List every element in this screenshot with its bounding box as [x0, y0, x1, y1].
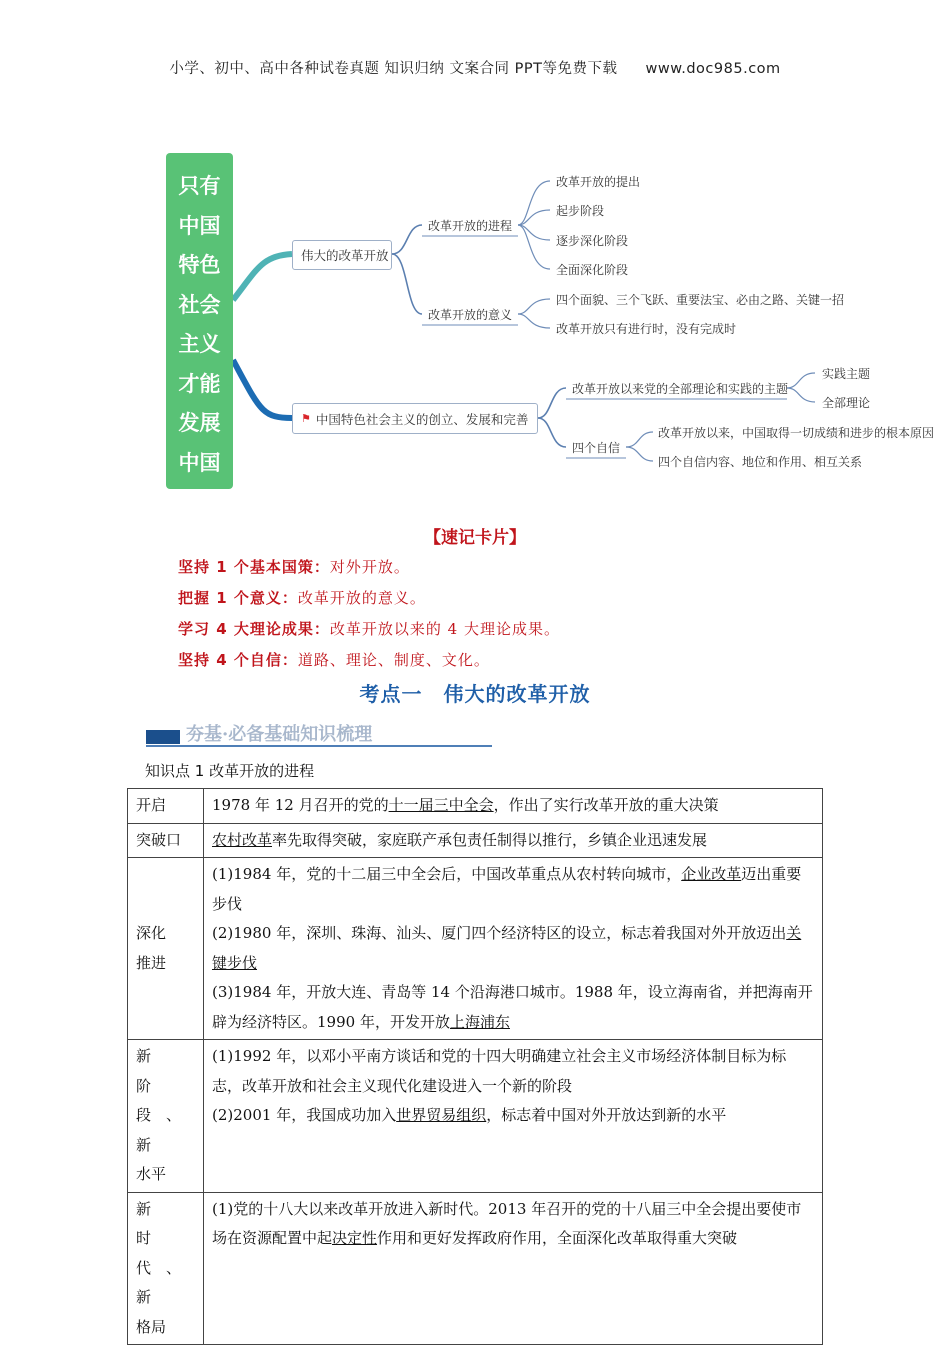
leaf: 改革开放以来，中国取得一切成绩和进步的根本原因 — [658, 426, 935, 440]
card-line-label: 坚持 1 个基本国策： — [178, 558, 330, 576]
table-row — [128, 789, 823, 824]
root-line: 只有 — [178, 174, 221, 198]
card-line — [178, 556, 410, 577]
key-term: 决定性 — [332, 1229, 378, 1247]
card-title: 【速记卡片】 — [424, 528, 526, 548]
leaf: 四个面貌、三个飞跃、重要法宝、必由之路、关键一招 — [556, 293, 845, 307]
table-row — [128, 1192, 823, 1345]
row-content: (1)党的十八大以来改革开放进入新时代。2013 年召开的党的十八届三中全会提出要使市场在资源配置中起决定性作用和更好发挥政府作用，全面深化改革取得重大突破 — [204, 1192, 823, 1345]
row-content: 农村改革率先取得突破，家庭联产承包责任制得以推行，乡镇企业迅速发展 — [204, 823, 823, 858]
table-row — [128, 1040, 823, 1193]
branch1-label: 伟大的改革开放 — [301, 248, 389, 263]
key-term: 农村改革 — [212, 830, 273, 849]
key-term: 世界贸易组织 — [396, 1106, 487, 1124]
knowledge-table — [127, 788, 823, 1345]
row-head: 开启 — [128, 789, 204, 824]
table-row — [128, 823, 823, 858]
card-line-text: 道路、理论、制度、文化。 — [297, 651, 490, 669]
branch2-label: 中国特色社会主义的创立、发展和完善 — [315, 411, 529, 427]
row-head: 新 时 代 、新 格局 — [128, 1192, 204, 1345]
knowledge-point-title: 知识点 1 改革开放的进程 — [145, 762, 315, 780]
row-head: 突破口 — [128, 823, 204, 858]
branch2-sub1: 改革开放以来党的全部理论和实践的主题 — [572, 382, 789, 396]
section-banner — [146, 718, 492, 748]
root-line: 社会 — [178, 292, 221, 317]
leaf: 全面深化阶段 — [556, 263, 629, 277]
branch2-sub2: 四个自信 — [572, 441, 621, 455]
flag-icon: ⚑ — [301, 412, 311, 425]
card-line-label: 坚持 4 个自信： — [178, 651, 298, 669]
key-term: 企业改革 — [681, 865, 742, 883]
mind-map-root — [166, 153, 233, 489]
leaf: 改革开放的提出 — [556, 175, 641, 189]
card-line-text: 对外开放。 — [329, 558, 410, 576]
leaf: 全部理论 — [822, 396, 871, 410]
root-line: 中国 — [178, 450, 221, 475]
card-line-text: 改革开放的意义。 — [297, 589, 426, 607]
root-to-branch1-connector — [233, 254, 292, 300]
leaf: 四个自信内容、地位和作用、相互关系 — [658, 455, 863, 469]
root-to-branch2-connector — [233, 360, 292, 418]
banner-text: 夯基·必备基础知识梳理 — [186, 724, 373, 745]
card-line — [178, 649, 490, 670]
root-line: 特色 — [178, 253, 221, 277]
section-title: 考点一 伟大的改革开放 — [359, 682, 591, 706]
key-term: 关键步伐 — [212, 924, 802, 972]
leaf: 逐步深化阶段 — [556, 234, 629, 248]
branch1-node — [292, 240, 392, 270]
branch1-sub1: 改革开放的进程 — [428, 219, 513, 233]
leaf: 实践主题 — [822, 367, 871, 381]
banner-bar — [146, 730, 180, 744]
key-term: 十一届三中全会 — [388, 796, 494, 814]
row-head: 新 阶 段 、新 水平 — [128, 1040, 204, 1193]
row-content: 1978 年 12 月召开的党的十一届三中全会，作出了实行改革开放的重大决策 — [204, 789, 823, 824]
table-row — [128, 858, 823, 1040]
card-line-text: 改革开放以来的 4 大理论成果。 — [329, 620, 560, 638]
root-line: 才能 — [178, 371, 221, 396]
branch2-node — [292, 403, 538, 434]
header-text: 小学、初中、高中各种试卷真题 知识归纳 文案合同 PPT等免费下载 — [169, 61, 618, 77]
leaf: 起步阶段 — [556, 204, 605, 218]
branch1-sub2: 改革开放的意义 — [428, 308, 513, 322]
card-line-label: 学习 4 大理论成果： — [178, 620, 330, 638]
root-line: 主义 — [178, 332, 221, 356]
leaf: 改革开放只有进行时，没有完成时 — [556, 322, 737, 336]
card-line-label: 把握 1 个意义： — [178, 589, 298, 607]
mind-map — [0, 0, 950, 500]
card-line — [178, 587, 426, 608]
banner-line — [146, 745, 492, 747]
row-head: 深化 推进 — [128, 858, 204, 1040]
root-line: 发展 — [178, 411, 221, 435]
root-line: 中国 — [178, 213, 221, 238]
card-line — [178, 618, 560, 639]
key-term: 上海浦东 — [449, 1012, 510, 1031]
header-url[interactable]: www.doc985.com — [645, 61, 781, 77]
row-content: (1)1984 年，党的十二届三中全会后，中国改革重点从农村转向城市，企业改革迈出重要步伐 (2)1980 年，深圳、珠海、汕头、厦门四个经济特区的设立，标志着我国对外开放迈出关键步伐 (3)1984 年，开放大连、青岛等 14 个沿海港口城市。1988 年，设立海南省，并把海南开辟为经济特区。1990 年，开发开放上海浦东 — [204, 858, 823, 1040]
row-content: (1)1992 年，以邓小平南方谈话和党的十四大明确建立社会主义市场经济体制目标为标志，改革开放和社会主义现代化建设进入一个新的阶段 (2)2001 年，我国成功加入世界贸易组织，标志着中国对外开放达到新的水平 — [204, 1040, 823, 1193]
